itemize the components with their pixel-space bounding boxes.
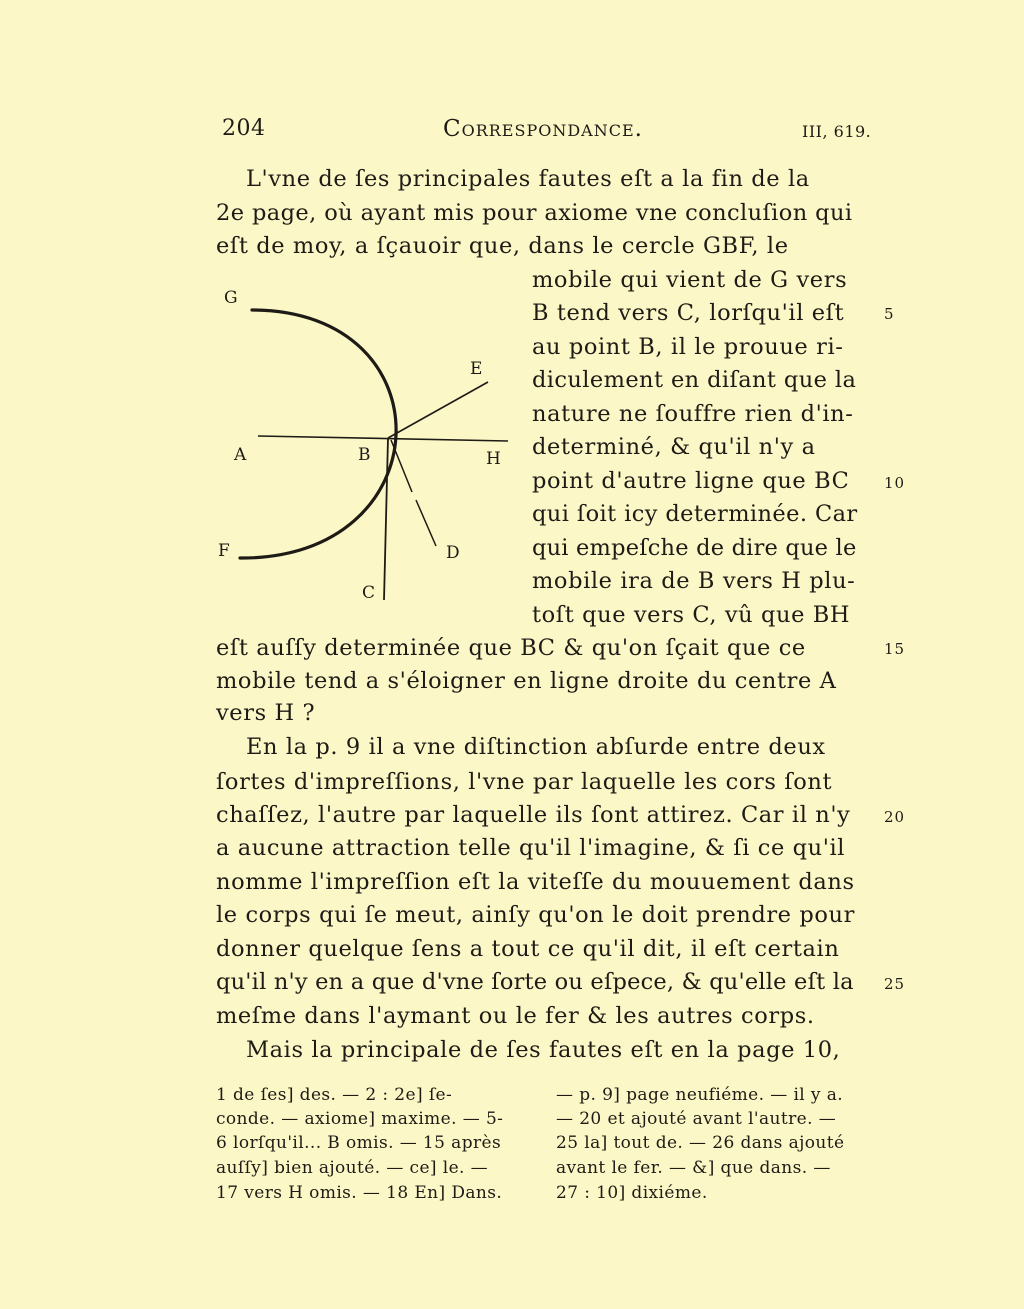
- footnote-line: avant le fer. — &] que dans. —: [556, 1158, 831, 1178]
- line-number: 5: [884, 305, 895, 323]
- arc-gbf: [240, 310, 396, 558]
- text-line: eſt de moy, a ſçauoir que, dans le cercle GBF, le: [216, 233, 789, 259]
- text-line: nature ne ſouffre rien d'in-: [532, 401, 854, 427]
- line-be: [388, 382, 488, 438]
- text-line: diculement en diſant que la: [532, 367, 857, 393]
- line-bd: [391, 440, 412, 492]
- text-line: qu'il n'y en a que d'vne ſorte ou eſpece, & qu'elle eſt la: [216, 969, 854, 995]
- line-number: 20: [884, 808, 906, 826]
- text-line: ſortes d'impreſſions, l'vne par laquelle les cors ſont: [216, 769, 833, 795]
- text-line: point d'autre ligne que BC: [532, 468, 850, 494]
- text-line: mobile ira de B vers H plu-: [532, 568, 856, 594]
- label-c: C: [362, 583, 376, 603]
- footnote-line: conde. — axiome] maxime. — 5-: [216, 1109, 504, 1129]
- text-line: B tend vers C, lorſqu'il eſt: [532, 300, 845, 326]
- text-line: En la p. 9 il a vne diſtinction abſurde entre deux: [246, 734, 826, 760]
- page-number: 204: [222, 116, 266, 141]
- text-line: qui ſoit icy determinée. Car: [532, 501, 858, 527]
- footnote-line: 17 vers H omis. — 18 En] Dans.: [216, 1183, 503, 1203]
- text-line: L'vne de ſes principales fautes eſt a la fin de la: [246, 166, 810, 192]
- line-bc: [384, 438, 388, 600]
- line-ah: [258, 436, 508, 441]
- text-line: eſt auſſy determinée que BC & qu'on ſçait que ce: [216, 635, 806, 661]
- footnote-line: — p. 9] page neufiéme. — il y a.: [556, 1085, 844, 1105]
- text-line: vers H ?: [216, 700, 316, 726]
- label-a: A: [234, 445, 247, 465]
- label-h: H: [486, 449, 501, 469]
- footnote-line: — 20 et ajouté avant l'autre. —: [556, 1109, 837, 1129]
- line-number: 25: [884, 975, 906, 993]
- label-g: G: [224, 288, 238, 308]
- text-line: Mais la principale de ſes fautes eſt en la page 10,: [246, 1037, 841, 1063]
- text-line: determiné, & qu'il n'y a: [532, 434, 816, 460]
- text-line: qui empeſche de dire que le: [532, 535, 857, 561]
- text-line: nomme l'impreſſion eſt la viteſſe du mouuement dans: [216, 869, 855, 895]
- geometry-figure: [210, 270, 520, 610]
- label-e: E: [470, 359, 483, 379]
- label-f: F: [218, 541, 230, 561]
- text-line: meſme dans l'aymant ou le fer & les autres corps.: [216, 1003, 815, 1029]
- line-bd-lower: [416, 500, 436, 546]
- line-number: 10: [884, 474, 906, 492]
- label-d: D: [446, 543, 460, 563]
- footnote-line: 6 lorſqu'il... B omis. — 15 après: [216, 1133, 502, 1153]
- text-line: 2e page, où ayant mis pour axiome vne concluſion qui: [216, 200, 853, 226]
- text-line: donner quelque ſens a tout ce qu'il dit, il eſt certain: [216, 936, 840, 962]
- footnote-line: 1 de ſes] des. — 2 : 2e] ſe-: [216, 1085, 453, 1105]
- label-b: B: [358, 445, 371, 465]
- footnote-line: 25 la] tout de. — 26 dans ajouté: [556, 1133, 845, 1153]
- text-line: chaſſez, l'autre par laquelle ils ſont attirez. Car il n'y: [216, 802, 851, 828]
- text-line: au point B, il le prouue ri-: [532, 334, 844, 360]
- text-line: mobile tend a s'éloigner en ligne droite du centre A: [216, 668, 837, 694]
- text-line: a aucune attraction telle qu'il l'imagine, & ſi ce qu'il: [216, 835, 846, 861]
- text-line: toſt que vers C, vû que BH: [532, 602, 851, 628]
- footnote-line: 27 : 10] dixiéme.: [556, 1183, 708, 1203]
- footnote-line: auſſy] bien ajouté. — ce] le. —: [216, 1158, 489, 1178]
- running-title: Correspondance.: [443, 116, 643, 142]
- page-reference: III, 619.: [802, 122, 872, 141]
- text-line: mobile qui vient de G vers: [532, 267, 848, 293]
- text-line: le corps qui ſe meut, ainſy qu'on le doit prendre pour: [216, 902, 855, 928]
- line-number: 15: [884, 640, 906, 658]
